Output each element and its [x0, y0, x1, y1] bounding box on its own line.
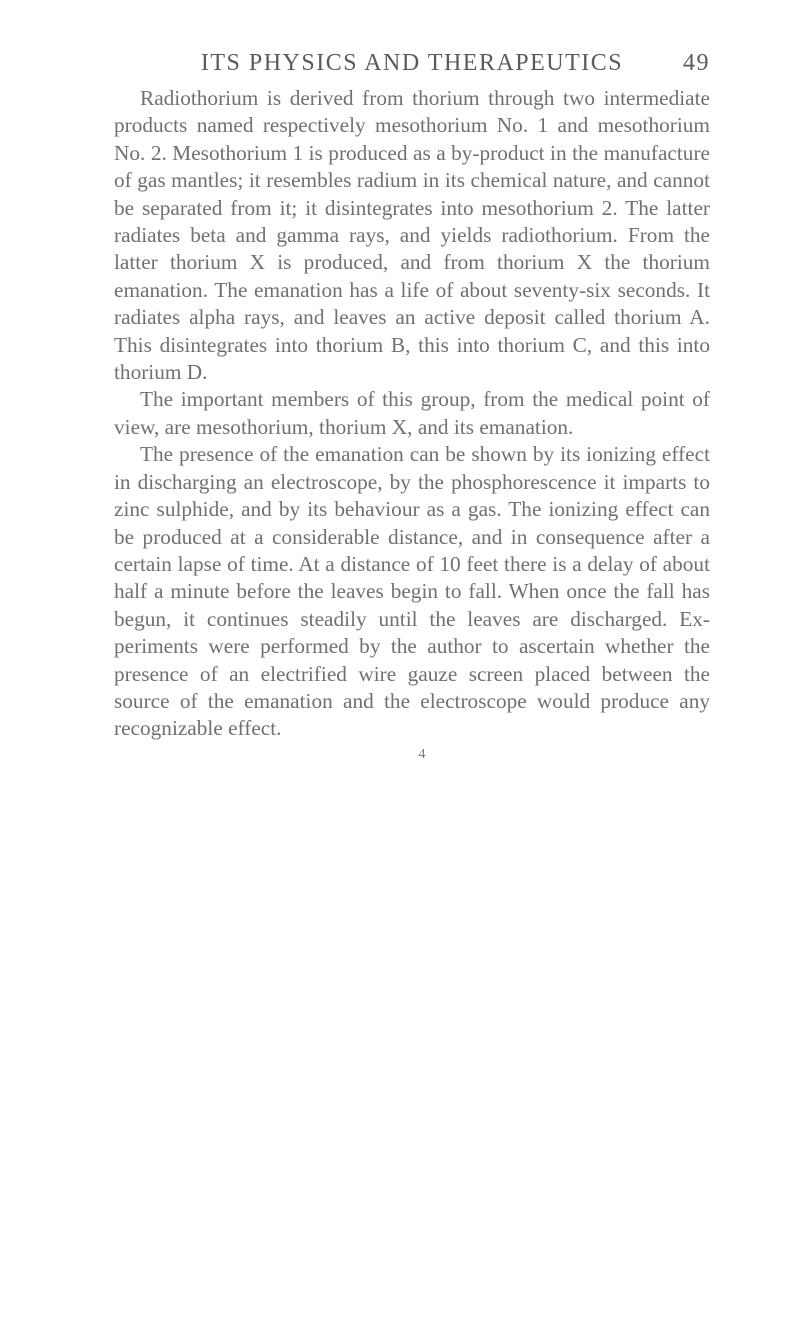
running-head	[114, 50, 710, 82]
running-head-title: ITS PHYSICS AND THERAPEUTICS	[200, 50, 624, 76]
signature-mark: 4	[418, 746, 426, 762]
page-number: 49	[683, 50, 710, 76]
paragraph: The presence of the emanation can be shown by its ionizing effect in discharging an electroscope, by the phosphorescence it imparts to zinc sulphide, and by its behaviour as a gas. The ionizing effect can be produced at a considerable distance, and in consequence after a certain lapse of time. At a distance of 10 feet there is a delay of about half a minute before the leaves begin to fall. When once the fall has begun, it continues steadily until the leaves are discharged. Experiments were performed by the author to ascertain whether the presence of an electrified wire gauze screen placed between the source of the emanation and the electroscope would produce any recognizable effect.	[114, 442, 710, 741]
body-text	[114, 85, 710, 743]
paragraph: The important members of this group, from the medical point of view, are mesothorium, thorium X, and its emanation.	[114, 387, 710, 439]
book-page	[114, 50, 710, 763]
paragraph: Radiothorium is derived from thorium through two intermediate products named respectively mesothorium No. 1 and mesothorium No. 2. Mesothorium 1 is produced as a by-product in the manufacture of gas mantles; it resembles radium in its chemical nature, and cannot be separated from it; it disintegrates into mesothorium 2. The latter radiates beta and gamma rays, and yields radiothorium. From the latter thorium X is produced, and from thorium X the thorium emanation. The emanation has a life of about seventy-six seconds. It radiates alpha rays, and leaves an active deposit called thorium A. This disintegrates into thorium B, this into thorium C, and this into thorium D.	[114, 86, 710, 385]
